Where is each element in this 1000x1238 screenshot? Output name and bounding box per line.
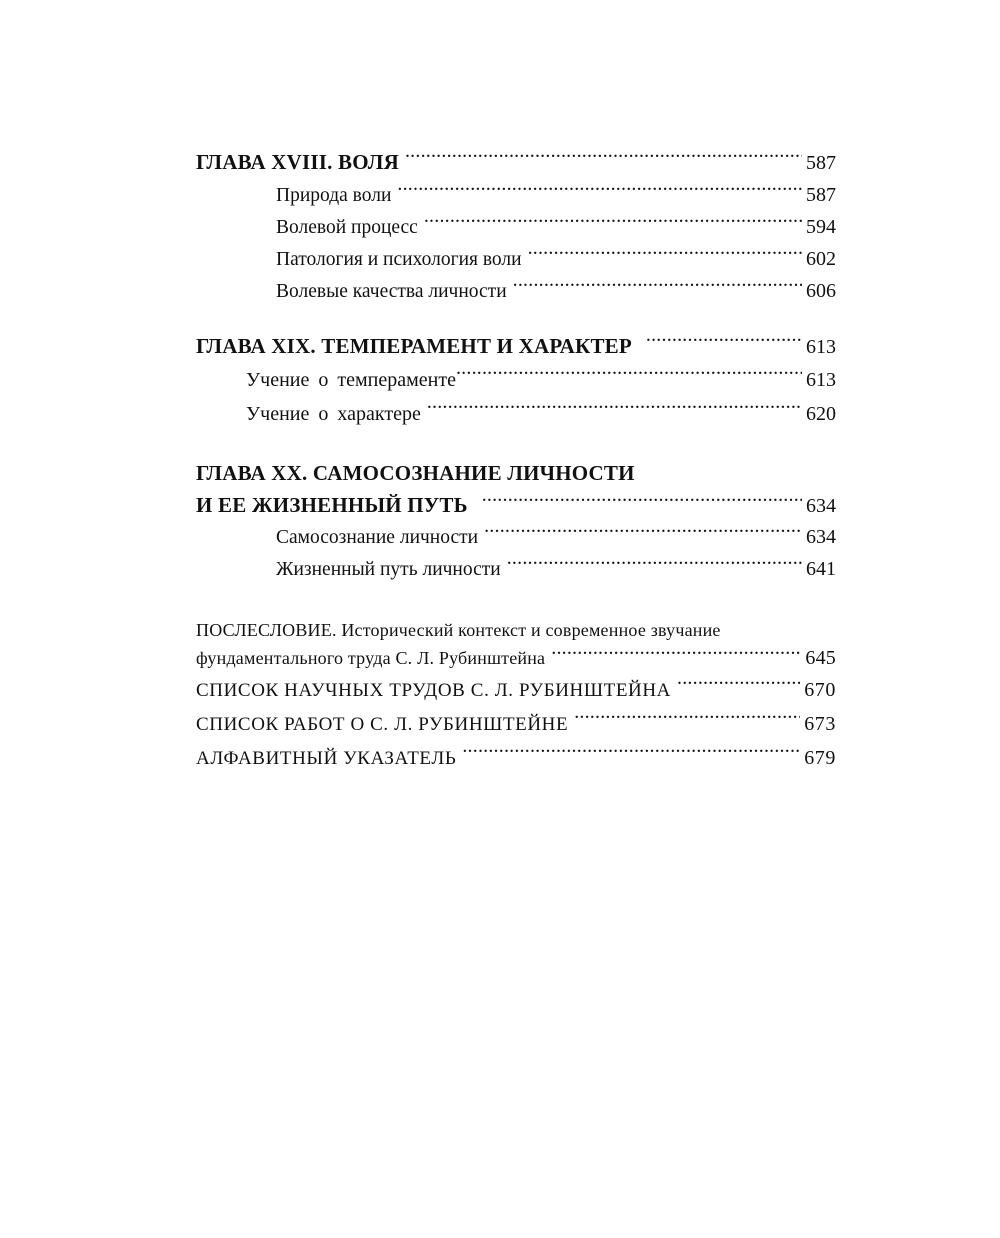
spacer [196, 585, 836, 617]
toc-section[interactable] [196, 243, 836, 275]
spacer [196, 431, 836, 457]
back-item-title: СПИСОК НАУЧНЫХ ТРУДОВ С. Л. РУБИНШТЕЙНА [196, 680, 672, 701]
toc-afterword[interactable] [196, 643, 836, 673]
page-number: 613 [806, 369, 836, 391]
dot-leader [574, 711, 800, 730]
dot-leader [513, 278, 802, 298]
dot-leader [507, 556, 802, 576]
dot-leader [528, 246, 802, 266]
toc-section[interactable] [196, 521, 836, 553]
chapter-title-continued: И ЕЕ ЖИЗНЕННЫЙ ПУТЬ [196, 493, 468, 517]
afterword-title: ПОСЛЕСЛОВИЕ. Исторический контекст и современное звучание [196, 620, 721, 640]
back-item-title: СПИСОК РАБОТ О С. Л. РУБИНШТЕЙНЕ [196, 714, 569, 735]
toc-back-item[interactable] [196, 707, 836, 741]
chapter-title: ГЛАВА XVIII. ВОЛЯ [196, 150, 399, 174]
page-number: 606 [806, 280, 836, 302]
page-number: 587 [806, 184, 836, 206]
afterword-title-continued: фундаментального труда С. Л. Рубинштейна [196, 648, 546, 668]
page-number: 641 [806, 558, 836, 580]
table-of-contents [196, 145, 836, 775]
toc-section[interactable] [196, 275, 836, 307]
page-number: 594 [806, 216, 836, 238]
dot-leader [456, 366, 802, 386]
section-title: Природа воли [276, 185, 392, 206]
dot-leader [427, 400, 802, 420]
dot-leader [462, 745, 800, 764]
page-number: 587 [806, 152, 836, 174]
section-title: Жизненный путь личности [276, 559, 501, 580]
toc-section[interactable] [196, 363, 836, 397]
spacer [196, 307, 836, 329]
dot-leader [551, 646, 801, 664]
section-title: Учение о характере [246, 403, 421, 425]
toc-section[interactable] [196, 553, 836, 585]
chapter-title: ГЛАВА XIX. ТЕМПЕРАМЕНТ И ХАРАКТЕР [196, 334, 632, 358]
chapter-title: ГЛАВА XX. САМОСОЗНАНИЕ ЛИЧНОСТИ [196, 461, 635, 485]
section-title: Учение о темпераменте [246, 369, 456, 391]
toc-chapter-20-line1[interactable] [196, 457, 836, 489]
back-item-title: АЛФАВИТНЫЙ УКАЗАТЕЛЬ [196, 748, 457, 769]
page-number: 673 [804, 713, 836, 735]
section-title: Волевые качества личности [276, 281, 507, 302]
toc-section[interactable] [196, 211, 836, 243]
dot-leader [405, 153, 802, 169]
page-number: 670 [804, 679, 836, 701]
dot-leader [424, 214, 802, 234]
toc-chapter-19[interactable] [196, 329, 836, 363]
toc-back-item[interactable] [196, 741, 836, 775]
page-number: 634 [806, 526, 836, 548]
toc-section[interactable] [196, 179, 836, 211]
page-number: 602 [806, 248, 836, 270]
page-number: 613 [806, 336, 836, 358]
dot-leader [482, 496, 802, 512]
section-title: Патология и психология воли [276, 249, 522, 270]
section-title: Волевой процесс [276, 217, 418, 238]
page-number: 645 [805, 647, 836, 669]
dot-leader [397, 182, 802, 202]
dot-leader [646, 337, 802, 353]
dot-leader [677, 677, 800, 696]
toc-section[interactable] [196, 397, 836, 431]
toc-back-item[interactable] [196, 673, 836, 707]
toc-chapter-18[interactable] [196, 145, 836, 179]
page-number: 634 [806, 495, 836, 517]
toc-chapter-20[interactable] [196, 489, 836, 521]
page-number: 679 [804, 747, 836, 769]
toc-afterword-line1[interactable] [196, 617, 836, 643]
section-title: Самосознание личности [276, 527, 479, 548]
dot-leader [484, 524, 802, 544]
page-number: 620 [806, 403, 836, 425]
